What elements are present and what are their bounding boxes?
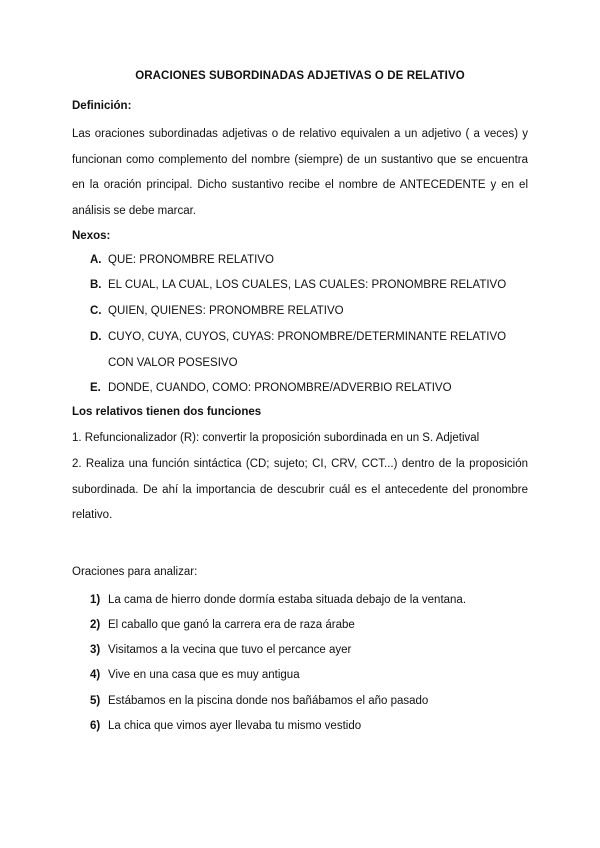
oracion-number: 6) [90, 720, 101, 732]
nexo-text: QUIEN, QUIENES: PRONOMBRE RELATIVO [108, 305, 344, 317]
oraciones-heading: Oraciones para analizar: [72, 566, 198, 578]
oracion-text: Visitamos a la vecina que tuvo el percance ayer [108, 644, 352, 656]
oracion-item [90, 695, 428, 707]
oracion-item [90, 720, 361, 732]
nexo-item [90, 273, 530, 299]
nexo-label: E. [90, 382, 101, 394]
oracion-number: 3) [90, 644, 101, 656]
oracion-text: La cama de hierro donde dormía estaba situada debajo de la ventana. [108, 594, 467, 606]
oracion-number: 1) [90, 594, 101, 606]
oracion-number: 2) [90, 619, 101, 631]
nexo-item [90, 299, 530, 325]
nexo-text: QUE: PRONOMBRE RELATIVO [108, 254, 274, 266]
oracion-item [90, 644, 351, 656]
definition-heading: Definición: [72, 100, 132, 112]
funcion-item-2: 2. Realiza una función sintáctica (CD; sujeto; CI, CRV, CCT...) dentro de la proposición subordinada. De ahí la importancia de descubrir cuál es el antecedente del pronombre relativo. [72, 458, 528, 521]
nexos-heading: Nexos: [72, 230, 111, 242]
oracion-number: 5) [90, 695, 101, 707]
definition-paragraph: Las oraciones subordinadas adjetivas o de relativo equivalen a un adjetivo ( a veces) y funcionan como complemento del nombre (siempre) de un sustantivo que se encuentra en la oración principal. Dicho sustantivo recibe el nombre de ANTECEDENTE y en el análisis se debe marcar. [72, 128, 528, 217]
nexo-text: EL CUAL, LA CUAL, LOS CUALES, LAS CUALES: PRONOMBRE RELATIVO [108, 279, 507, 291]
nexo-item [90, 376, 530, 402]
oracion-item [90, 619, 355, 631]
nexo-text: CUYO, CUYA, CUYOS, CUYAS: PRONOMBRE/DETERMINANTE RELATIVO CON VALOR POSESIVO [108, 331, 507, 369]
oracion-item [90, 669, 300, 681]
nexo-text: DONDE, CUANDO, COMO: PRONOMBRE/ADVERBIO RELATIVO [108, 382, 452, 394]
nexo-label: C. [90, 305, 102, 317]
funcion-item-1: 1. Refuncionalizador (R): convertir la proposición subordinada en un S. Adjetival [72, 432, 480, 444]
nexo-label: A. [90, 254, 102, 266]
nexo-label: D. [90, 331, 102, 343]
nexo-item [90, 325, 530, 376]
oracion-item [90, 594, 466, 606]
oracion-text: La chica que vimos ayer llevaba tu mismo vestido [108, 720, 362, 732]
oracion-text: Vive en una casa que es muy antigua [108, 669, 300, 681]
nexo-item [90, 248, 530, 274]
funciones-heading: Los relativos tienen dos funciones [72, 406, 262, 418]
nexo-label: B. [90, 279, 102, 291]
page-title: ORACIONES SUBORDINADAS ADJETIVAS O DE RELATIVO [135, 70, 465, 82]
oracion-text: El caballo que ganó la carrera era de raza árabe [108, 619, 355, 631]
oracion-number: 4) [90, 669, 101, 681]
oracion-text: Estábamos en la piscina donde nos bañábamos el año pasado [108, 695, 429, 707]
